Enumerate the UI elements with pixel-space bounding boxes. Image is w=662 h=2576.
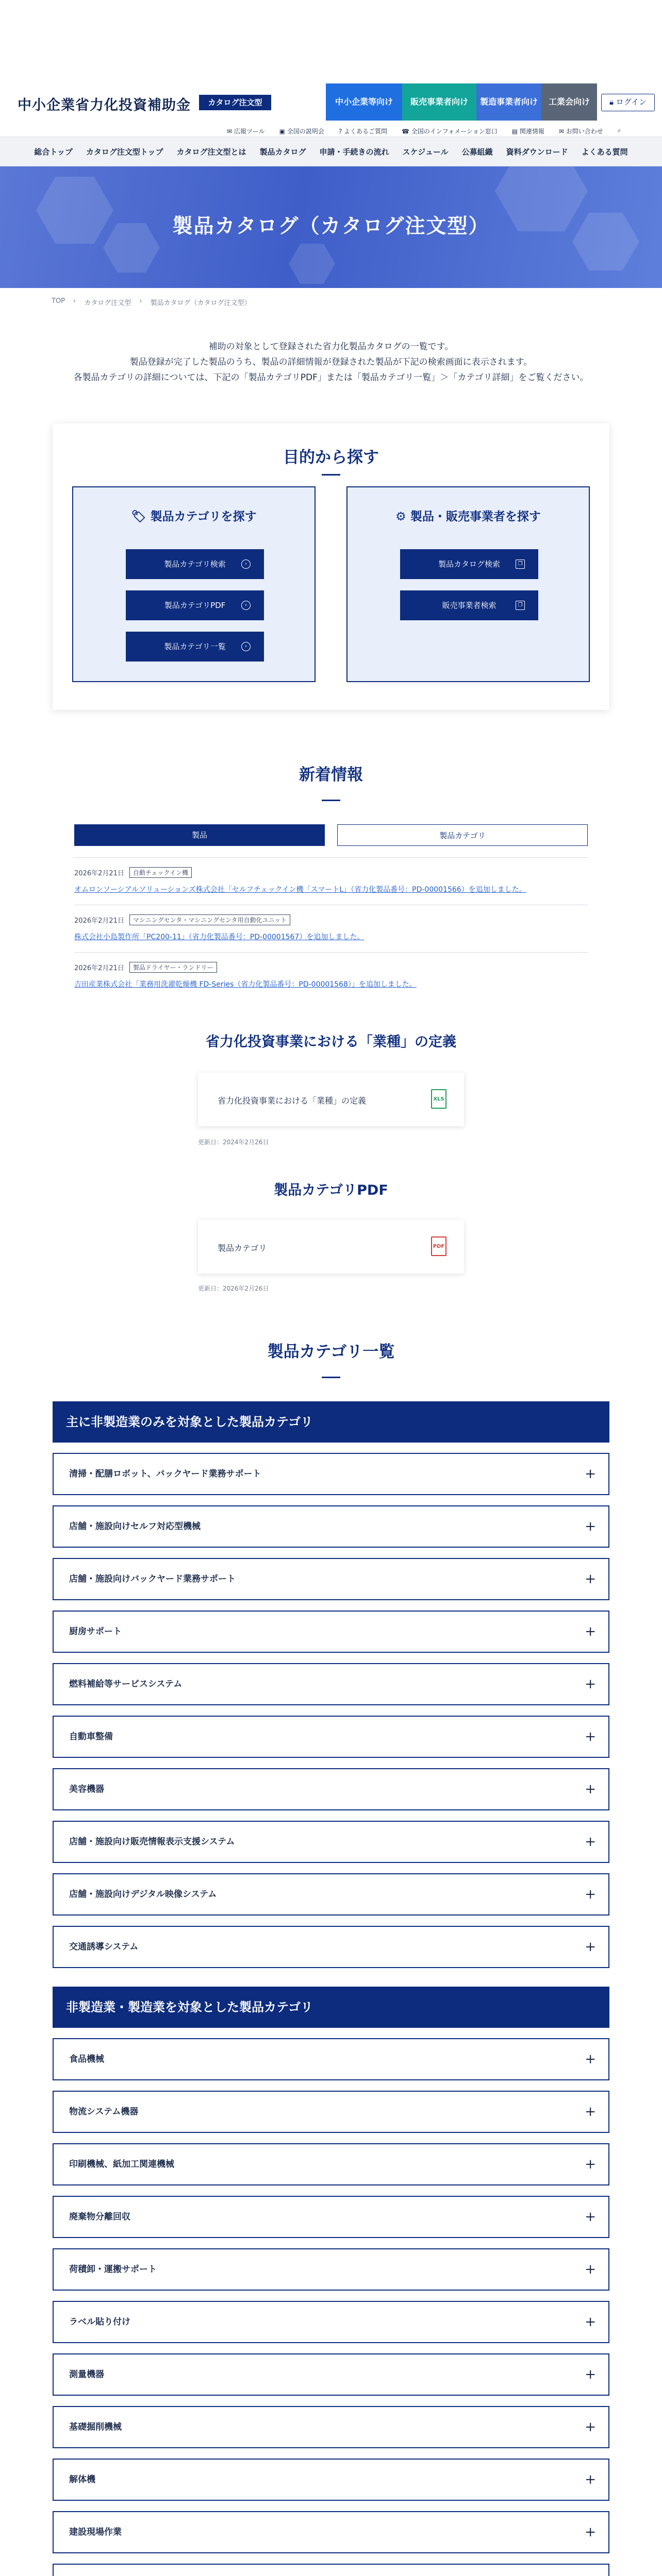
category-label: 交通誘導システム bbox=[69, 1942, 139, 1952]
category-list-button[interactable]: 製品カテゴリ一覧 › bbox=[126, 632, 264, 662]
audience-association-button[interactable]: 工業会向け bbox=[541, 83, 597, 121]
plus-icon: + bbox=[585, 1676, 596, 1692]
util-link-faq[interactable]: ? よくあるご質問 bbox=[338, 128, 388, 135]
mail-icon: ✉ bbox=[558, 128, 566, 135]
external-window-icon: ❐ bbox=[516, 601, 525, 610]
category-accordion-row[interactable] bbox=[53, 1926, 609, 1968]
category-accordion-row[interactable] bbox=[53, 1768, 609, 1810]
robot-icon: ⚙ bbox=[395, 510, 410, 523]
category-label: 店舗・施設向けデジタル映像システム bbox=[69, 1889, 217, 1900]
arrow-right-icon: › bbox=[241, 642, 251, 651]
plus-icon: + bbox=[585, 1834, 596, 1850]
page-title: 製品カタログ（カタログ注文型） bbox=[172, 215, 490, 238]
category-accordion-row[interactable] bbox=[53, 2406, 609, 2448]
category-search-column bbox=[72, 486, 316, 682]
title-underline bbox=[322, 474, 340, 476]
intro-line: 補助の対象として登録された省力化製品カタログの一覧です。 bbox=[208, 342, 454, 352]
category-label: 建設現場作業 bbox=[69, 2527, 122, 2537]
category-label: 店舗・施設向けバックヤード業務サポート bbox=[69, 1574, 236, 1584]
definition-doc-label: 省力化投資事業における「業種」の定義 bbox=[218, 1096, 367, 1106]
pdf-file-icon: PDF bbox=[431, 1236, 446, 1256]
logo-badge: カタログ注文型 bbox=[199, 95, 271, 110]
site-logo[interactable]: 中小企業省力化投資補助金 bbox=[18, 97, 191, 113]
category-label bbox=[69, 2565, 262, 2576]
lock-icon: 🔒︎ bbox=[609, 97, 616, 107]
category-accordion-row[interactable] bbox=[53, 1505, 609, 1548]
category-label: 美容機器 bbox=[69, 1784, 104, 1794]
chevron-right-icon: › bbox=[139, 297, 142, 305]
plus-icon: + bbox=[585, 1519, 596, 1534]
breadcrumb-catalog-order[interactable]: カタログ注文型 bbox=[84, 299, 131, 307]
excel-file-icon: XLS bbox=[431, 1089, 446, 1109]
plus-icon: + bbox=[585, 1571, 596, 1587]
purpose-title: 目的から探す bbox=[283, 448, 379, 467]
nav-item-about[interactable]: カタログ注文型とは bbox=[176, 147, 246, 157]
plus-icon: + bbox=[585, 1729, 596, 1744]
category-accordion-row[interactable] bbox=[53, 2143, 609, 2185]
category-label: 自動車整備 bbox=[69, 1732, 113, 1742]
plus-icon: + bbox=[585, 2209, 596, 2225]
plus-icon: + bbox=[585, 2419, 596, 2435]
category-accordion-row[interactable] bbox=[53, 1558, 609, 1600]
category-accordion-row[interactable] bbox=[53, 2459, 609, 2501]
news-link[interactable]: オムロンソーシアルソリューションズ株式会社「セルフチェックイン機「スマートL」（省力化製品番号：PD-00001566）を追加しました。 bbox=[74, 886, 526, 894]
tab-product-categories[interactable]: 製品カテゴリ bbox=[337, 824, 588, 846]
product-search-heading: ⚙ 製品・販売事業者を探す bbox=[395, 510, 541, 523]
title-underline bbox=[322, 800, 340, 801]
category-accordion-row[interactable] bbox=[53, 2301, 609, 2343]
category-label: 基礎掘削機械 bbox=[69, 2422, 122, 2432]
plus-icon bbox=[585, 2565, 596, 2576]
category-accordion-row[interactable] bbox=[53, 1663, 609, 1705]
nav-item-top[interactable]: 総合トップ bbox=[34, 147, 73, 157]
category-label: 廃棄物分離回収 bbox=[69, 2212, 130, 2222]
category-label: 店舗・施設向け販売情報表示支援システム bbox=[69, 1837, 235, 1847]
nav-item-catalog[interactable]: 製品カタログ bbox=[259, 147, 306, 157]
news-tag: 製品ドライヤー・ランドリー bbox=[129, 962, 217, 973]
news-link[interactable]: 吉田産業株式会社「業務用洗濯乾燥機 FD-Series（省力化製品番号：PD-00001568）」を追加しました。 bbox=[74, 980, 417, 989]
category-label: 清掃・配膳ロボット、バックヤード業務サポート bbox=[69, 1469, 261, 1479]
document-icon: ▤ bbox=[511, 128, 520, 135]
category-pdf-updated-date: 更新日：2026年2月26日 bbox=[198, 1285, 269, 1292]
category-label: 食品機械 bbox=[69, 2054, 104, 2064]
plus-icon: + bbox=[585, 2262, 596, 2277]
nav-item-schedule[interactable]: スケジュール bbox=[402, 147, 449, 157]
nav-item-organization[interactable]: 公募組織 bbox=[461, 147, 493, 157]
category-label: 解体機 bbox=[69, 2475, 95, 2485]
plus-icon: + bbox=[585, 1887, 596, 1902]
category-accordion-row[interactable] bbox=[53, 1611, 609, 1653]
category-list-title: 製品カテゴリ一覧 bbox=[267, 1343, 395, 1361]
category-label: 印刷機械、紙加工関連機械 bbox=[69, 2159, 174, 2170]
site-header bbox=[0, 0, 662, 137]
utility-links bbox=[227, 127, 662, 137]
hero-decoration bbox=[289, 244, 335, 284]
category-pdf-title: 製品カテゴリPDF bbox=[274, 1182, 388, 1198]
arrow-right-icon: › bbox=[241, 560, 251, 569]
audience-maker-button[interactable]: 製造事業者向け bbox=[476, 83, 541, 121]
category-accordion-row[interactable] bbox=[53, 1821, 609, 1863]
question-icon: ? bbox=[338, 128, 344, 135]
product-catalog-search-button[interactable]: 製品カタログ検索 ❐ bbox=[400, 549, 538, 579]
category-accordion-row[interactable] bbox=[53, 2564, 609, 2576]
definition-updated-date: 更新日：2024年2月26日 bbox=[198, 1139, 269, 1146]
definition-title: 省力化投資事業における「業種」の定義 bbox=[206, 1034, 456, 1050]
news-item bbox=[74, 905, 588, 953]
util-link-pr-tools[interactable]: ✉ 広報ツール bbox=[227, 128, 265, 135]
chevron-right-icon: › bbox=[73, 297, 76, 305]
category-search-heading: 🏷︎ 製品カテゴリを探す bbox=[131, 510, 257, 523]
hero-banner bbox=[0, 166, 662, 288]
news-date: 2026年2月21日 bbox=[74, 964, 124, 972]
news-date: 2026年2月21日 bbox=[74, 870, 124, 877]
category-pdf-button[interactable]: 製品カテゴリPDF › bbox=[126, 590, 264, 620]
plus-icon: + bbox=[585, 1466, 596, 1482]
category-pdf-card[interactable] bbox=[198, 1220, 464, 1274]
category-label: 荷積卸・運搬サポート bbox=[69, 2264, 157, 2275]
category-label: ラベル貼り付け bbox=[69, 2317, 130, 2327]
plus-icon: + bbox=[585, 1624, 596, 1639]
plus-icon: + bbox=[585, 2472, 596, 2487]
category-accordion-row[interactable] bbox=[53, 1716, 609, 1758]
news-list[interactable] bbox=[74, 857, 588, 997]
intro-line: 各製品カテゴリの詳細については、下記の「製品カテゴリPDF」または「製品カテゴリ一覧」＞「カテゴリ詳細」をご覧ください。 bbox=[73, 372, 589, 383]
category-accordion-row[interactable] bbox=[53, 2196, 609, 2238]
login-label: ログイン bbox=[616, 97, 647, 107]
plus-icon: + bbox=[585, 1939, 596, 1955]
arrow-right-icon: › bbox=[241, 601, 251, 610]
news-title: 新着情報 bbox=[299, 766, 363, 784]
news-tag: マシニングセンタ・マシニングセンタ用自動化ユニット bbox=[129, 914, 290, 925]
plus-icon: + bbox=[585, 2104, 596, 2120]
category-accordion-row[interactable] bbox=[53, 1453, 609, 1495]
util-link-related[interactable]: ▤ 関連情報 bbox=[511, 128, 544, 135]
category-accordion-row[interactable] bbox=[53, 2038, 609, 2080]
category-accordion-row[interactable] bbox=[53, 2353, 609, 2396]
news-link[interactable]: 株式会社小島製作所「PC200-11」（省力化製品番号：PD-00001567）を追加しました。 bbox=[74, 933, 365, 941]
intro-text bbox=[0, 339, 662, 385]
calendar-icon: ▣ bbox=[279, 128, 287, 135]
plus-icon: + bbox=[585, 1782, 596, 1797]
plus-icon: + bbox=[585, 2524, 596, 2540]
category-accordion-row[interactable] bbox=[53, 2091, 609, 2133]
nav-item-catalog-top[interactable]: カタログ注文型トップ bbox=[86, 147, 163, 157]
plus-icon: + bbox=[585, 2052, 596, 2067]
category-label: 燃料補給等サービスシステム bbox=[69, 1679, 183, 1689]
category-accordion-row[interactable] bbox=[53, 2248, 609, 2291]
audience-sme-button[interactable]: 中小企業等向け bbox=[326, 83, 402, 121]
category-group-heading: 非製造業・製造業を対象とした製品カテゴリ bbox=[53, 1987, 609, 2028]
news-tag: 自動チェックイン機 bbox=[129, 867, 192, 878]
category-accordion-row[interactable] bbox=[53, 2511, 609, 2553]
category-group-heading: 主に非製造業のみを対象とした製品カテゴリ bbox=[53, 1401, 609, 1443]
util-link-contact[interactable]: ✉ お問い合わせ bbox=[558, 128, 603, 135]
purpose-search-panel bbox=[53, 423, 609, 710]
category-search-button[interactable]: 製品カテゴリ検索 › bbox=[126, 549, 264, 579]
definition-doc-card[interactable] bbox=[198, 1073, 464, 1126]
breadcrumb-current: 製品カタログ（カタログ注文型） bbox=[150, 299, 251, 307]
category-pdf-label: 製品カテゴリ bbox=[218, 1243, 267, 1253]
tab-products[interactable]: 製品 bbox=[74, 824, 325, 846]
seller-search-button[interactable]: 販売事業者検索 ❐ bbox=[400, 590, 538, 620]
category-label: 店舗・施設向けセルフ対応型機械 bbox=[69, 1521, 201, 1532]
plus-icon: + bbox=[585, 2314, 596, 2330]
news-date: 2026年2月21日 bbox=[74, 917, 124, 925]
category-label: 測量機器 bbox=[69, 2369, 104, 2380]
news-item bbox=[74, 953, 588, 997]
nav-item-faq[interactable]: よくある質問 bbox=[581, 147, 628, 157]
category-label: 厨房サポート bbox=[69, 1626, 122, 1637]
nav-item-downloads[interactable]: 資料ダウンロード bbox=[506, 147, 568, 157]
audience-seller-button[interactable]: 販売事業者向け bbox=[402, 83, 476, 121]
plus-icon: + bbox=[585, 2157, 596, 2172]
category-label: 物流システム機器 bbox=[69, 2107, 139, 2117]
breadcrumb bbox=[52, 297, 251, 307]
global-nav bbox=[0, 137, 662, 166]
util-link-seminar[interactable]: ▣ 全国の説明会 bbox=[279, 128, 324, 135]
title-underline bbox=[322, 1377, 340, 1378]
tag-icon: 🏷︎ bbox=[131, 510, 151, 523]
external-window-icon: ❐ bbox=[516, 560, 525, 569]
plus-icon: + bbox=[585, 2367, 596, 2382]
phone-icon: ☎ bbox=[402, 128, 411, 135]
search-icon[interactable]: ⌕ bbox=[617, 127, 621, 134]
nav-item-flow[interactable]: 申請・手続きの流れ bbox=[319, 147, 389, 157]
megaphone-icon: ✉ bbox=[227, 128, 234, 135]
news-item bbox=[74, 858, 588, 905]
login-button[interactable] bbox=[601, 94, 655, 111]
product-search-column bbox=[346, 486, 590, 682]
category-accordion-row[interactable] bbox=[53, 1873, 609, 1916]
util-link-info-desk[interactable]: ☎ 全国のインフォメーション窓口 bbox=[402, 128, 498, 135]
breadcrumb-top[interactable]: TOP bbox=[52, 297, 65, 305]
intro-line: 製品登録が完了した製品のうち、製品の詳細情報が登録された製品が下記の検索画面に表示されます。 bbox=[129, 357, 533, 367]
